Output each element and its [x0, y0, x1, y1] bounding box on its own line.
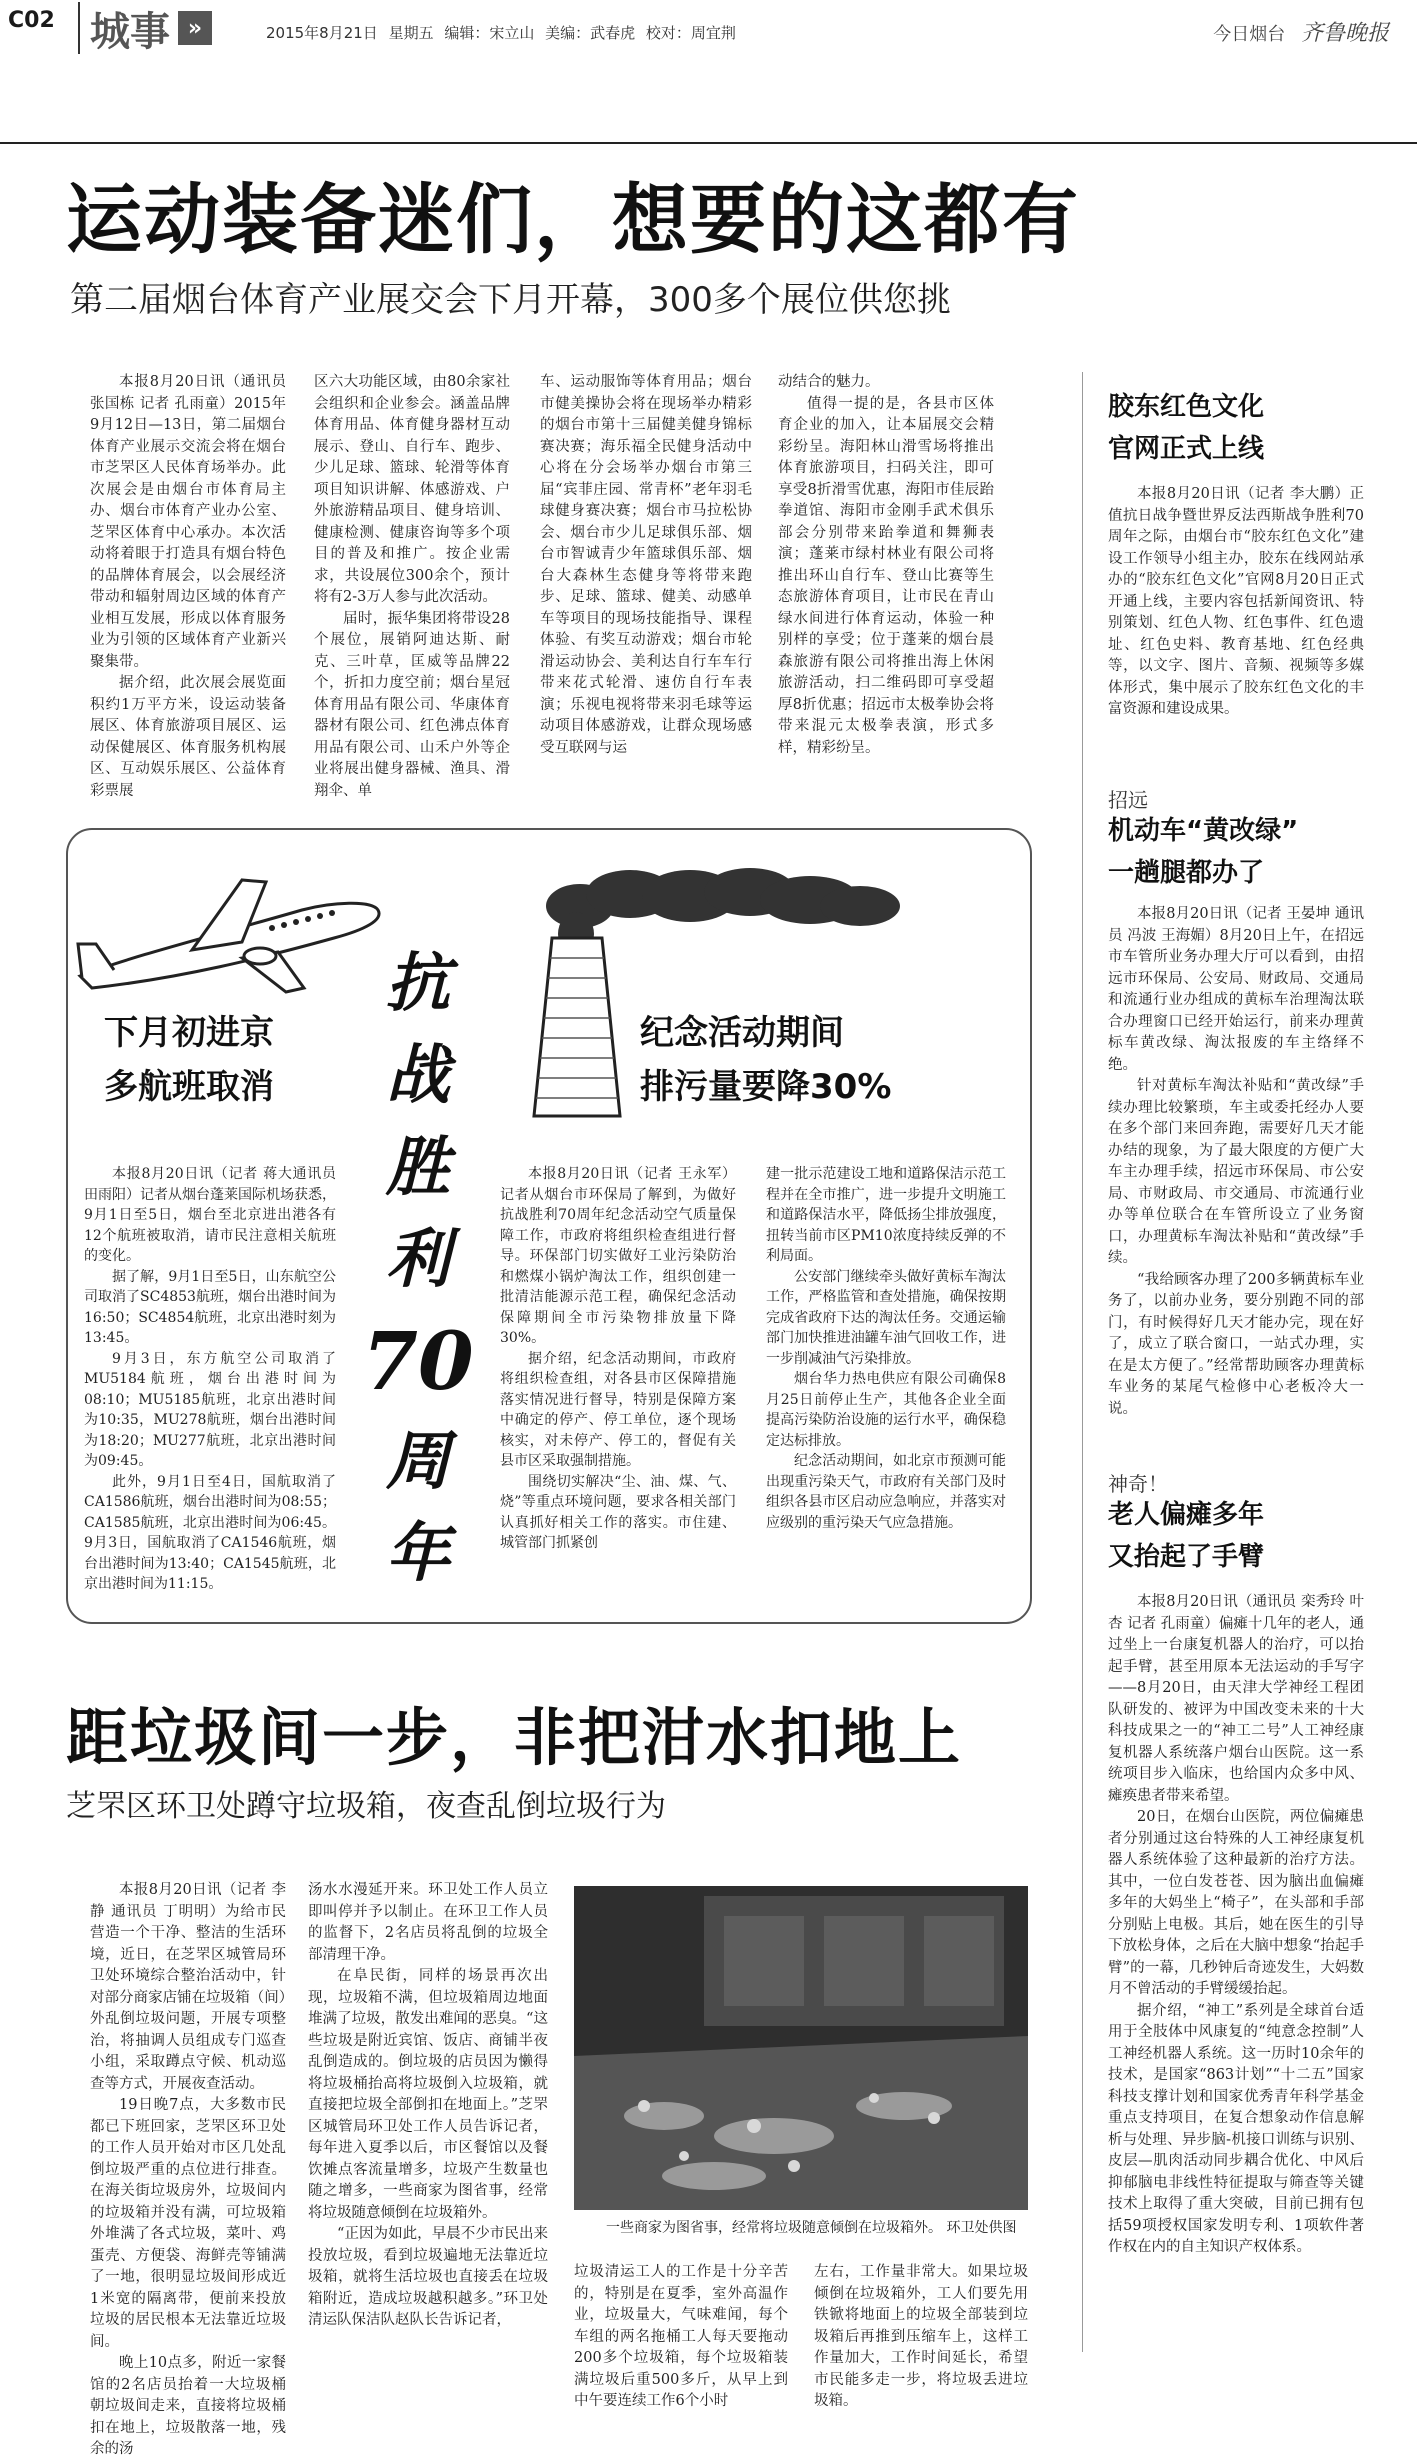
lower-subheadline: 芝罘区环卫处蹲守垃圾箱，夜查乱倒垃圾行为 — [66, 1789, 666, 1824]
lower-paragraph: 晚上10点多，附近一家餐馆的2名店员抬着一大垃圾桶朝垃圾间走来，直接将垃圾桶扣在地上，垃圾散落一地，残余的汤 — [90, 2355, 286, 2457]
lead-paragraph: 动结合的魅力。 — [778, 374, 880, 390]
calligraphy-char: 胜 — [386, 1130, 450, 1205]
header-rule — [0, 142, 1417, 144]
emissions-paragraph: 烟台华力热电供应有限公司确保8月25日前停止生产，其他各企业全面提高污染防治设施的运行水平，确保稳定达标排放。 — [766, 1371, 1006, 1449]
sidebar-divider — [1082, 372, 1083, 2352]
sidebar-2-title-line: 一趟腿都办了 — [1108, 858, 1265, 888]
sidebar-paragraph: “我给顾客办理了200多辆黄标车业务了，以前办业务，要分别跑不同的部门，有时候得好几天才能办完，现在好了，成立了联合窗口，一站式办理，实在是太方便了。”经常帮助顾客办理黄标车业务的某尾气检修中心老板冷大一说。 — [1108, 1271, 1364, 1417]
lower-headline: 距垃圾间一步，非把泔水扣地上 — [66, 1701, 963, 1774]
emissions-body-right — [766, 1164, 1006, 1533]
flights-paragraph: 据了解，9月1日至5日，山东航空公司取消了SC4853航班，烟台出港时间为16:50；SC4854航班，北京出港时刻为13:45。 — [84, 1268, 336, 1346]
lower-column-2 — [308, 1880, 548, 2332]
sidebar-2-title — [1108, 810, 1298, 894]
emissions-paragraph: 本报8月20日讯（记者 王永军）记者从烟台市环保局了解到，为做好抗战胜利70周年纪念活动空气质量保障工作，市政府将组织检查组进行督导。环保部门切实做好工业污染防治和燃煤小锅炉淘汰工作，组织创建一批清洁能源示范工程，确保纪念活动保障期间全市污染物排放量下降30%。 — [500, 1166, 736, 1346]
lower-paragraph: 本报8月20日讯（记者 李静 通讯员 丁明明）为给市民营造一个干净、整洁的生活环境，近日，在芝罘区城管局环卫处环境综合整治活动中，针对部分商家店铺在垃圾箱（间）外乱倒垃圾问题，开展专项整治，将抽调人员组成专门巡查小组，采取蹲点守候、机动巡查等方式，开展夜查活动。 — [90, 1882, 286, 2092]
sidebar-1-title-line: 官网正式上线 — [1108, 434, 1265, 464]
sidebar-1-title — [1108, 386, 1264, 470]
flights-headline — [104, 1006, 274, 1114]
calligraphy-char: 战 — [386, 1038, 450, 1113]
sidebar-paragraph: 本报8月20日讯（通讯员 栾秀玲 叶杏 记者 孔雨童）偏瘫十几年的老人，通过坐上一台康复机器人的治疗，可以抬起手臂，甚至用原本无法运动的手写字——8月20日，由天津大学神经工程团队研发的、被评为中国改变未来的十大科技成果之一的“神工二号”人工神经康复机器人系统落户烟台山医院。这一系统项目步入临床，也给国内众多中风、瘫痪患者带来希望。 — [1108, 1594, 1364, 1804]
lead-paragraph: 本报8月20日讯（通讯员 张国栋 记者 孔雨童）2015年9月12日—13日，第二届烟台体育产业展示交流会将在烟台市芝罘区人民体育场举办。此次展会是由烟台市体育局主办、烟台市体育产业办公室、芝罘区体育中心承办。本次活动将着眼于打造具有烟台特色的品牌体育展会，以会展经济带动和辐射周边区域的体育产业相互发展，形成以体育服务业为引领的区域体育产业新兴聚集带。 — [90, 374, 286, 670]
lead-paragraph: 值得一提的是，各县市区体育企业的加入，让本届展交会精彩纷呈。海阳林山滑雪场将推出体育旅游项目，扫码关注，即可享受8折滑雪优惠，海阳市佳辰跆拳道馆、海阳市金刚手武术俱乐部会分别带来跆拳道和舞狮表演；蓬莱市绿村林业有限公司将推出环山自行车、登山比赛等生态旅游体育项目，让市民在青山绿水间进行体育运动，体验一种别样的享受；位于蓬莱的烟台晨森旅游有限公司将推出海上休闲旅游活动，扫二维码即可享受超厚8折优惠；招远市太极拳协会将带来混元太极拳表演，形式多样，精彩纷呈。 — [778, 395, 994, 756]
lead-headline: 运动装备迷们，想要的这都有 — [66, 175, 1080, 264]
sidebar-paragraph: 20日，在烟台山医院，两位偏瘫患者分别通过这台特殊的人工神经康复机器人系统体验了这种最新的治疗方法。其中，一位白发苍苍、因为脑出血偏瘫多年的大妈坐上“椅子”，在头部和手部分别贴上电极。其后，她在医生的引导下放松身体，之后在大脑中想象“抬起手臂”的一幕，几秒钟后奇迹发生，大妈数月不曾活动的手臂缓缓抬起。 — [1108, 1809, 1364, 1997]
lead-paragraph: 届时，振华集团将带设28个展位，展销阿迪达斯、耐克、三叶草，匡威等品牌22个，折扣力度空前；烟台星冠体育用品有限公司、华康体育器材有限公司、红色沸点体育用品有限公司、山禾户外等企业将展出健身器械、渔具、滑翔伞、单 — [314, 610, 510, 799]
emissions-paragraph: 建一批示范建设工地和道路保洁示范工程并在全市推广，进一步提升文明施工和道路保洁水平，降低扬尘排放强度，扭转当前市区PM10浓度持续反弹的不利局面。 — [766, 1166, 1006, 1264]
sidebar-1-body — [1108, 484, 1364, 721]
sidebar-2-body — [1108, 904, 1364, 1420]
calligraphy-char: 利 — [386, 1222, 450, 1297]
sidebar-3-title-line: 老人偏瘫多年 — [1108, 1500, 1265, 1530]
sidebar-2-title-line: 机动车“黄改绿” — [1108, 816, 1299, 846]
section-label — [78, 2, 250, 54]
flights-paragraph: 本报8月20日讯（记者 蒋大通讯员 田雨阳）记者从烟台蓬莱国际机场获悉，9月1日至5日，烟台至北京进出港各有12个航班被取消，请市民注意相关航班的变化。 — [84, 1166, 336, 1264]
lower-paragraph: 在阜民街，同样的场景再次出现，垃圾箱不满，但垃圾箱周边地面堆满了垃圾，散发出难闻的恶臭。“这些垃圾是附近宾馆、饭店、商铺半夜乱倒造成的。倒垃圾的店员因为懒得将垃圾桶抬高将垃圾倒入垃圾箱，就直接把垃圾全部倒扣在地面上。”芝罘区城管局环卫处工作人员告诉记者，每年进入夏季以后，市区餐馆以及餐饮摊点客流量增多，垃圾产生数量也随之增多，一些商家为图省事，经常将垃圾随意倾倒在垃圾箱外。 — [308, 1968, 548, 2221]
calligraphy-char: 周 — [386, 1424, 450, 1499]
sidebar-3-kicker: 神奇！ — [1108, 1472, 1168, 1496]
issue-meta: 2015年8月21日 星期五 编辑：宋立山 美编：武春虎 校对：周宜荆 — [266, 24, 736, 42]
sidebar-3-title — [1108, 1494, 1264, 1578]
sidebar-paragraph: 针对黄标车淘汰补贴和“黄改绿”手续办理比较繁琐，车主或委托经办人要在多个部门来回奔跑，需要好几天才能办结的现象，为了最大限度的方便广大车主办理手续，招远市环保局、市公安局、市财政局、市交通局、市流通行业办等单位联合在车管所设立了业务窗口，办理黄标车淘汰补贴和“黄改绿”手续。 — [1108, 1078, 1364, 1266]
emissions-paragraph: 纪念活动期间，如北京市预测可能出现重污染天气，市政府有关部门及时组织各县市区启动应急响应，并落实对应级别的重污染天气应急措施。 — [766, 1453, 1006, 1531]
anniversary-calligraphy — [358, 938, 478, 1600]
lead-paragraph: 据介绍，此次展会展览面积约1万平方米，设运动装备展区、体育旅游项目展区、运动保健展区、体育服务机构展区、互动娱乐展区、公益体育彩票展 — [90, 675, 286, 799]
lower-column-4 — [814, 2262, 1028, 2413]
lower-column-1 — [90, 1880, 286, 2461]
lead-column-2 — [314, 372, 510, 802]
page-number: C02 — [8, 8, 55, 33]
sidebar-paragraph: 据介绍，“神工”系列是全球首台适用于全肢体中风康复的“纯意念控制”人工神经机器人系统。这一历时10余年的技术，是国家“863计划”“十二五”国家科技支撑计划和国家优秀青年科学基金重点支持项目，在复合想象动作信息解析与处理、异步脑-机接口训练与识别、皮层—肌肉活动同步耦合优化、中风后抑郁脑电非线性特征提取与筛查等关键技术上取得了重大突破，目前已拥有包括59项授权国家发明专利、1项软件著作权在内的自主知识产权体系。 — [1108, 2002, 1364, 2255]
lead-column-3 — [540, 372, 752, 759]
flights-body — [84, 1164, 336, 1595]
emissions-paragraph: 据介绍，纪念活动期间，市政府将组织检查组，对各县市区保障措施落实情况进行督导，特别是保障方案中确定的停产、停工单位，逐个现场核实，对未停产、停工的，督促有关县市区采取强制措施。 — [500, 1350, 736, 1469]
sidebar-3-title-line: 又抬起了手臂 — [1108, 1542, 1265, 1572]
flights-headline-line: 多航班取消 — [104, 1067, 274, 1107]
flights-headline-line: 下月初进京 — [104, 1013, 274, 1053]
lower-paragraph: 左右，工作量非常大。如果垃圾倾倒在垃圾箱外，工人们要先用铁锨将地面上的垃圾全部装到垃圾箱后再推到压缩车上，这样工作量加大，工作时间延长，希望市民能多走一步，将垃圾丢进垃圾箱。 — [814, 2264, 1028, 2409]
airplane-illustration — [72, 866, 392, 998]
photo-caption: 一些商家为图省事，经常将垃圾随意倾倒在垃圾箱外。 环卫处供图 — [606, 2220, 1017, 2236]
calligraphy-char: 抗 — [386, 946, 450, 1021]
edition-label: 今日烟台 — [1213, 24, 1286, 45]
sidebar-3-body — [1108, 1592, 1364, 2259]
emissions-headline-line: 排污量要降30% — [640, 1067, 892, 1107]
sidebar-paragraph: 本报8月20日讯（记者 王晏坤 通讯员 冯波 王海媚）8月20日上午，在招远市车管所业务办理大厅可以看到，由招远市环保局、公安局、财政局、交通局和流通行业办组成的黄标车治理淘汰联合办理窗口已经开始运行，前来办理黄标车黄改绿、淘汰报废的车主络绎不绝。 — [1108, 906, 1364, 1073]
lower-paragraph: “正因为如此，早晨不少市民出来投放垃圾，看到垃圾遍地无法靠近垃圾箱，就将生活垃圾也直接丢在垃圾箱附近，造成垃圾越积越多。”环卫处清运队保洁队赵队长告诉记者， — [308, 2226, 548, 2328]
flights-paragraph: 此外，9月1日至4日，国航取消了CA1586航班，烟台出港时间为08:55；CA1585航班，北京出港时间为06:45。9月3日，国航取消了CA1546航班，烟台出港时间为13:40；CA1545航班，北京出港时间为11:15。 — [84, 1473, 336, 1592]
lead-column-1 — [90, 372, 286, 802]
calligraphy-number: 70 — [362, 1314, 474, 1408]
chevron-right-icon: » — [178, 11, 212, 45]
masthead-right — [1213, 16, 1389, 47]
emissions-body-left — [500, 1164, 736, 1554]
lower-column-3 — [574, 2262, 788, 2413]
section-name: 城事 — [90, 8, 170, 55]
calligraphy-char: 年 — [386, 1516, 450, 1591]
emissions-headline — [640, 1006, 891, 1114]
emissions-paragraph: 围绕切实解决“尘、油、煤、气、烧”等重点环境问题，要求各相关部门认真抓好相关工作的落实。市住建、城管部门抓紧创 — [500, 1473, 736, 1551]
lead-paragraph: 区六大功能区域，由80余家社会组织和企业参会。涵盖品牌体育用品、体育健身器材互动展示、登山、自行车、跑步、少儿足球、篮球、轮滑等体育项目知识讲解、体感游戏、户外旅游精品项目、健身培训、健康检测、健康咨询等多个项目的普及和推广。按企业需求，共设展位300余个，预计将有2-3万人参与此次活动。 — [314, 374, 510, 605]
lead-column-4 — [778, 372, 994, 759]
emissions-headline-line: 纪念活动期间 — [640, 1013, 844, 1053]
sidebar-paragraph: 本报8月20日讯（记者 李大鹏）正值抗日战争暨世界反法西斯战争胜利70周年之际，由烟台市“胶东红色文化”建设工作领导小组主办，胶东在线网站承办的“胶东红色文化”官网8月20日正式开通上线，主要内容包括新闻资讯、特别策划、红色人物、红色事件、红色遗址、红色史料、教育基地、红色经典等，以文字、图片、音频、视频等多媒体形式，集中展示了胶东红色文化的丰富资源和建设成果。 — [1108, 486, 1364, 717]
sidebar-1-title-line: 胶东红色文化 — [1108, 392, 1265, 422]
emissions-paragraph: 公安部门继续牵头做好黄标车淘汰工作，严格监管和查处措施，确保按期完成省政府下达的淘汰任务。交通运输部门加快推进油罐车油气回收工作，进一步削减油气污染排放。 — [766, 1268, 1006, 1367]
lower-paragraph: 19日晚7点，大多数市民都已下班回家，芝罘区环卫处的工作人员开始对市区几处乱倒垃圾严重的点位进行排查。在海关街垃圾房外，垃圾间内的垃圾箱并没有满，可垃圾箱外堆满了各式垃圾，菜叶、鸡蛋壳、方便袋、海鲜壳等铺满了一地，很明显垃圾间形成近1米宽的隔离带，便前来投放垃圾的居民根本无法靠近垃圾间。 — [90, 2097, 286, 2350]
lead-paragraph: 车、运动服饰等体育用品；烟台市健美操协会将在现场举办精彩的烟台市第十三届健美健身锦标赛决赛；海乐福全民健身活动中心将在分会场举办烟台市第三届“宾菲庄园、常青杯”老年羽毛球健身赛决赛；烟台市马拉松协会、烟台市少儿足球俱乐部、烟台市智诚青少年篮球俱乐部、烟台大森林生态健身等将带来跑步、足球、篮球、健美、动感单车等项目的现场技能指导、课程体验、有奖互动游戏；烟台市轮滑运动协会、美利达自行车车行带来花式轮滑、速仿自行车表演；乐视电视将带来羽毛球等运动项目体感游戏，让群众现场感受互联网与运 — [540, 374, 752, 756]
garbage-photo — [574, 1886, 1028, 2210]
lower-paragraph: 汤水水漫延开来。环卫处工作人员立即叫停并予以制止。在环卫工作人员的监督下，2名店员将乱倒的垃圾全部清理干净。 — [308, 1882, 548, 1963]
lead-subheadline: 第二届烟台体育产业展交会下月开幕，300多个展位供您挑 — [70, 280, 951, 320]
flights-paragraph: 9月3日，东方航空公司取消了MU5184航班，烟台出港时间为08:10；MU5185航班，北京出港时间为10:35，MU278航班，烟台出港时间为18:20；MU277航班，北京出港时间为09:45。 — [84, 1350, 336, 1469]
sidebar-2-kicker: 招远 — [1108, 788, 1148, 812]
lower-paragraph: 垃圾清运工人的工作是十分辛苦的，特别是在夏季，室外高温作业，垃圾量大，气味难闻，每个车组的两名拖桶工人每天要拖动200多个垃圾箱，每个垃圾箱装满垃圾后重500多斤，从早上到中午要连续工作6个小时 — [574, 2264, 788, 2409]
newspaper-name: 齐鲁晚报 — [1300, 21, 1389, 46]
